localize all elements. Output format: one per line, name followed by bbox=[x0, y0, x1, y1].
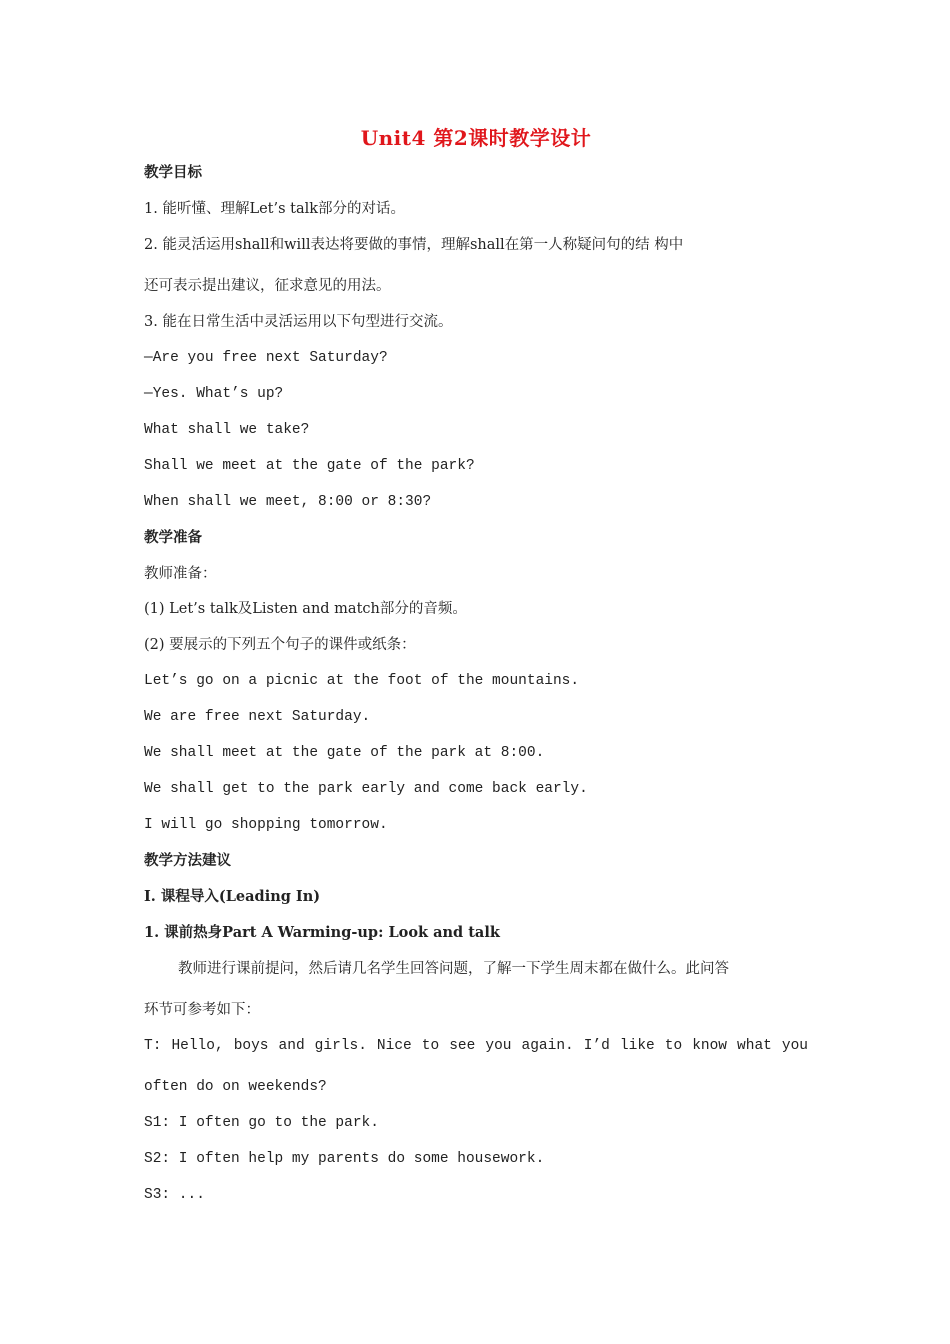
sentence-pattern-5: When shall we meet, 8:00 or 8:30? bbox=[144, 494, 432, 510]
prepared-sentence-1: Let’s go on a picnic at the foot of the mountains. bbox=[144, 673, 580, 689]
goal-item-2-line-1: 2. 能灵活运用shall和will表达将要做的事情，理解shall在第一人称疑问句的结 构中 bbox=[144, 237, 684, 253]
sentence-pattern-2: —Yes. What’s up? bbox=[144, 386, 284, 402]
dialogue-student-3: S3: ... bbox=[144, 1187, 205, 1203]
prepared-sentence-4: We shall get to the park early and come back early. bbox=[144, 781, 588, 797]
sentence-pattern-3: What shall we take? bbox=[144, 422, 310, 438]
prepared-sentence-5: I will go shopping tomorrow. bbox=[144, 817, 388, 833]
sentence-pattern-4: Shall we meet at the gate of the park? bbox=[144, 458, 475, 474]
document-title: Unit4 第2课时教学设计 bbox=[360, 126, 592, 150]
prepared-sentence-3: We shall meet at the gate of the park at 8:00. bbox=[144, 745, 545, 761]
preparation-item-2: (2) 要展示的下列五个句子的课件或纸条： bbox=[144, 637, 416, 653]
subheading-leading-in: I. 课程导入(Leading In) bbox=[144, 888, 321, 905]
preparation-item-1: (1) Let’s talk及Listen and match部分的音频。 bbox=[144, 601, 467, 617]
dialogue-student-1: S1: I often go to the park. bbox=[144, 1115, 379, 1131]
sentence-pattern-1: —Are you free next Saturday? bbox=[144, 350, 388, 366]
paragraph-warming-up-line-2: 环节可参考如下： bbox=[144, 1002, 260, 1018]
goal-item-2-line-2: 还可表示提出建议，征求意见的用法。 bbox=[144, 278, 391, 294]
section-heading-methods: 教学方法建议 bbox=[144, 852, 231, 869]
paragraph-warming-up-line-1: 教师进行课前提问，然后请几名学生回答问题，了解一下学生周末都在做什么。此问答 bbox=[178, 961, 729, 977]
dialogue-teacher-line-2: often do on weekends? bbox=[144, 1079, 327, 1095]
dialogue-student-2: S2: I often help my parents do some housework. bbox=[144, 1151, 545, 1167]
prepared-sentence-2: We are free next Saturday. bbox=[144, 709, 371, 725]
teacher-preparation-label: 教师准备： bbox=[144, 566, 217, 582]
goal-item-1: 1. 能听懂、理解Let’s talk部分的对话。 bbox=[144, 201, 406, 217]
section-heading-preparation: 教学准备 bbox=[144, 529, 202, 546]
section-heading-goals: 教学目标 bbox=[144, 164, 202, 181]
dialogue-teacher-line-1: T: Hello, boys and girls. Nice to see you again. I’d like to know what you bbox=[144, 1038, 808, 1054]
subheading-warming-up: 1. 课前热身Part A Warming-up: Look and talk bbox=[144, 924, 500, 941]
goal-item-3: 3. 能在日常生活中灵活运用以下句型进行交流。 bbox=[144, 314, 453, 330]
